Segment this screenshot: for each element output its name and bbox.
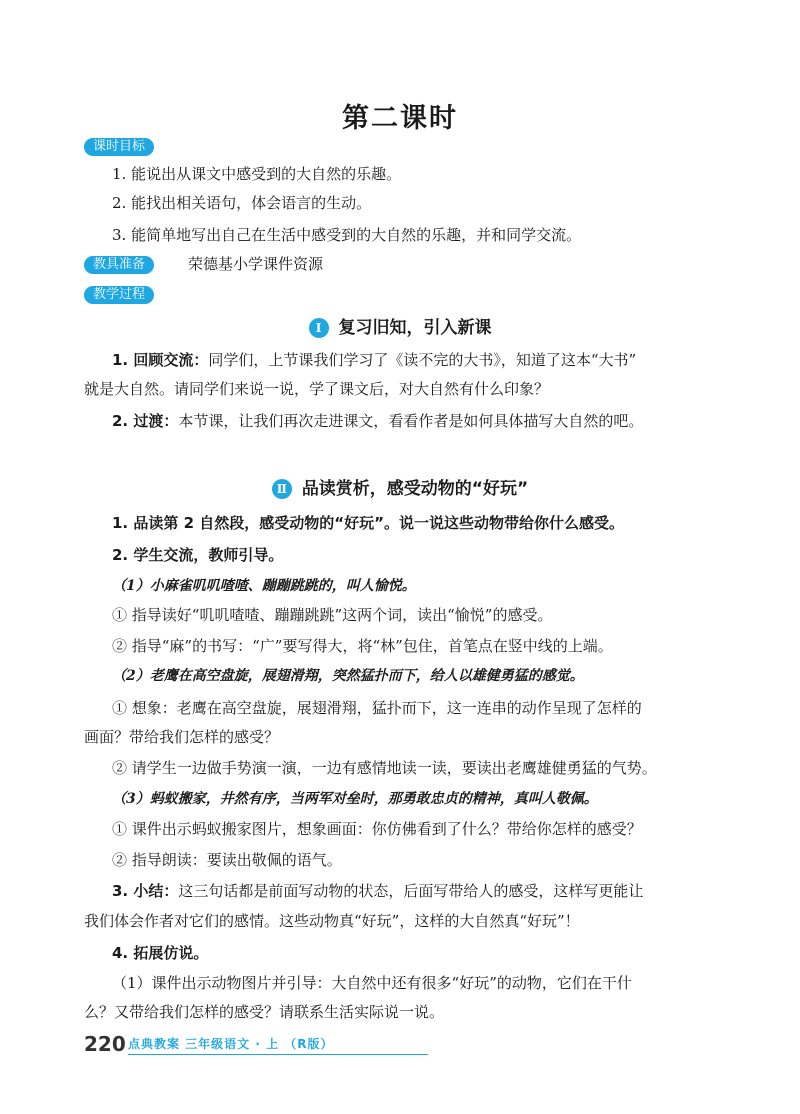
s2-note-3b: ② 指导朗读：要读出敬佩的语气。 [112,851,342,869]
s2-note-3a: ① 课件出示蚂蚁搬家图片，想象画面：你仿佛看到了什么？带给你怎样的感受？ [112,820,642,838]
s2-summary: 3. 小结：这三句话都是前面写动物的状态，后面写带给人的感受，这样写更能让 [112,882,644,900]
s2-sentence-3: （3）蚂蚁搬家，井然有序，当两军对垒时，那勇敢忠贞的精神，真叫人敬佩。 [112,791,598,807]
s2-note-2b: ② 请学生一边做手势演一演，一边有感情地读一读，要读出老鹰雄健勇猛的气势。 [112,759,657,777]
section-1-title: 复习旧知，引入新课 [338,318,492,338]
book-title: 点典教案 三年级语文 · 上 （R版） [128,1037,334,1051]
s2-sentence-1: （1）小麻雀叽叽喳喳、蹦蹦跳跳的，叫人愉悦。 [112,578,416,594]
page-title: 第二课时 [342,103,458,134]
goal-3: 3. 能简单地写出自己在生活中感受到的大自然的乐趣，并和同学交流。 [112,226,582,244]
badge-lesson-goals: 课时目标 [84,138,154,156]
goal-2: 2. 能找出相关语句，体会语言的生动。 [112,194,372,212]
s2-note-1a: ① 指导读好“叽叽喳喳、蹦蹦跳跳”这两个词，读出“愉悦”的感受。 [112,606,553,624]
s2-note-2a: ① 想象：老鹰在高空盘旋，展翅滑翔，猛扑而下，这一连串的动作呈现了怎样的 [112,699,642,717]
footer-rule [128,1054,428,1055]
s2-sentence-2: （2）老鹰在高空盘旋，展翅滑翔，突然猛扑而下，给人以雄健勇猛的感觉。 [112,668,584,684]
s2-item-1: 1. 品读第 2 自然段，感受动物的“好玩”。说一说这些动物带给你什么感受。 [112,514,624,532]
section-1-heading [0,316,800,340]
goal-1: 1. 能说出从课文中感受到的大自然的乐趣。 [112,165,402,183]
s1-paragraph-2: 2. 过渡：本节课，让我们再次走进课文，看看作者是如何具体描写大自然的吧。 [112,412,644,430]
s2-extension-cont: 么？又带给我们怎样的感受？请联系生活实际说一说。 [84,1003,445,1021]
badge-teaching-process: 教学过程 [84,286,154,304]
s1-paragraph-1: 1. 回顾交流：同学们，上节课我们学习了《读不完的大书》，知道了这本“大书” [112,351,637,369]
page-number: 220 [84,1032,126,1056]
s2-extension: （1）课件出示动物图片并引导：大自然中还有很多“好玩”的动物，它们在干什 [112,974,632,992]
s1-paragraph-1-cont: 就是大自然。请同学们来说一说，学了课文后，对大自然有什么印象？ [84,380,550,398]
section-2-title: 品读赏析，感受动物的“好玩” [301,479,529,499]
tools-text: 荣德基小学课件资源 [188,255,324,273]
section-2-numeral: Ⅱ [272,479,292,499]
s2-item-4: 4. 拓展仿说。 [112,944,209,962]
s2-note-1b: ② 指导“麻”的书写：“广”要写得大，将“林”包住，首笔点在竖中线的上端。 [112,637,613,655]
section-1-numeral: Ⅰ [309,318,329,338]
s2-summary-cont: 我们体会作者对它们的感情。这些动物真“好玩”，这样的大自然真“好玩”！ [84,912,580,930]
badge-teaching-tools: 教具准备 [84,256,154,274]
s2-note-2a-cont: 画面？带给我们怎样的感受？ [84,728,280,746]
s2-item-2: 2. 学生交流，教师引导。 [112,546,284,564]
section-2-heading [0,477,800,501]
